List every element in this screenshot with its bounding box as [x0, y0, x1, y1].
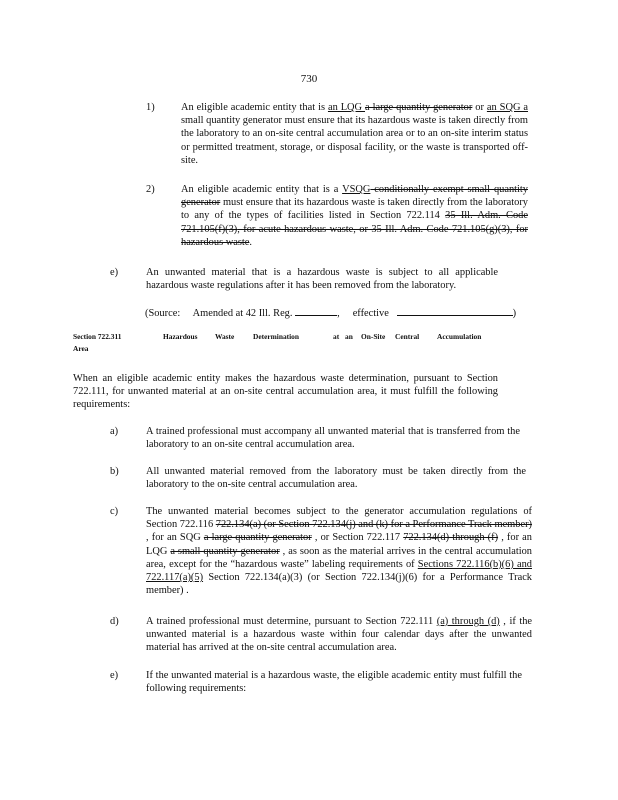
req-c-label: c) — [110, 506, 119, 517]
intro-paragraph: When an eligible academic entity makes the hazardous waste determination, pursuant to Section 722.111, for unwanted material at an on-site central accumulation area, it must fulfill the following requirements: — [73, 373, 498, 411]
source-amended: Amended at 42 Ill. Reg. — [192, 308, 293, 319]
req-c-text: The unwanted material becomes subject to the generator accumulation regulations of Section 722.116 722.134(a) (or Section 722.134(j) and (k) for a Performance Track member) , for an SQG a large quantity generator , or Section 722.117 722.134(d) through (f) , for an LQG a small quantity generator , as soon as the material arrives in the central accumulation area, except for the “hazardous waste” labeling requirements of Sections 722.116(b)(6) and 722.117(a)(5) Section 722.134(a)(3) (or Section 722.134(j)(6) for a Performance Track member) . — [146, 506, 532, 597]
source-effective: effective — [352, 308, 389, 319]
page-number: 730 — [300, 73, 318, 85]
section-heading: Section 722.311 Hazardous Waste Determination at an On-Site Central Accumulation Area — [73, 332, 482, 353]
req-b-label: b) — [110, 466, 119, 477]
item-1-text: An eligible academic entity that is an LQG a large quantity generator or an SQG a small quantity generator must ensure that its hazardous waste is taken directly from the laboratory to an on-site central accumulation area or to an on-site interim status or permitted treatment, storage, or disposal facility, or the waste is transported off-site. — [181, 102, 529, 166]
req-a-label: a) — [110, 426, 119, 437]
req-e-text: If the unwanted material is a hazardous waste, the eligible academic entity must fulfill the following requirements: — [146, 670, 522, 695]
item-2-label: 2) — [146, 184, 155, 195]
item-e-text: An unwanted material that is a hazardous waste is subject to all applicable hazardous waste regulations after it has been removed from the laboratory. — [146, 267, 498, 292]
item-e-label: e) — [110, 267, 119, 278]
reg-blank — [295, 305, 337, 316]
item-2-text: An eligible academic entity that is a VSQG conditionally exempt small quantity generator must ensure that its hazardous waste is taken directly from the laboratory to any of the types of facilities listed in Section 722.114 35 Ill. Adm. Code 721.105(f)(3), for acute hazardous waste, or 35 Ill. Adm. Code 721.105(g)(3), for hazardous waste. — [181, 184, 528, 248]
req-d-text: A trained professional must determine, pursuant to Section 722.111 (a) through (d) , if the unwanted material is a hazardous waste within four calendar days after the unwanted material has arrived at the on-site central accumulation area. — [146, 616, 533, 654]
effective-blank — [397, 305, 513, 316]
req-e-label: e) — [110, 670, 119, 681]
req-d-label: d) — [110, 616, 119, 627]
source-comma: , — [337, 308, 340, 319]
item-1-label: 1) — [146, 102, 155, 113]
source-open: (Source: — [145, 308, 181, 319]
req-b-text: All unwanted material removed from the laboratory must be taken directly from the laboratory to the on-site central accumulation area. — [146, 466, 526, 491]
source-close: ) — [512, 308, 517, 319]
req-a-text: A trained professional must accompany all unwanted material that is transferred from the laboratory to an on-site central accumulation area. — [146, 426, 520, 451]
section-number: Section 722.311 — [73, 332, 122, 341]
source-note — [145, 305, 516, 320]
